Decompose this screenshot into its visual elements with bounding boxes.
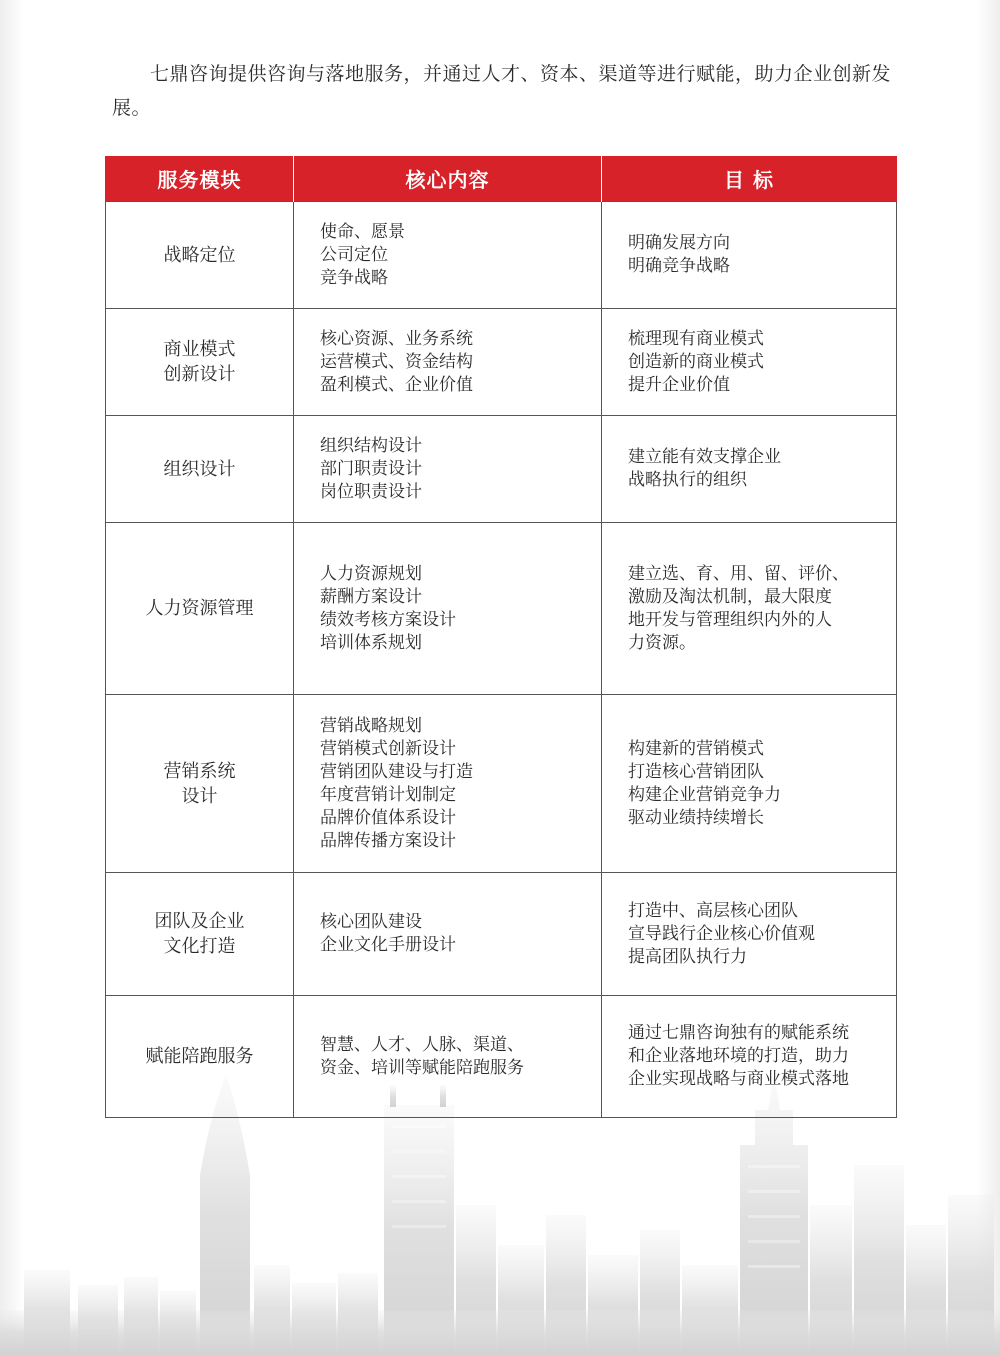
content-line: 营销模式创新设计 — [320, 738, 456, 759]
goal-line: 提升企业价值 — [628, 374, 730, 395]
module-line: 文化打造 — [163, 936, 236, 957]
module-cell — [106, 523, 294, 695]
module-cell — [106, 873, 294, 996]
goal-line: 驱动业绩持续增长 — [628, 807, 764, 828]
content-line: 使命、愿景 — [320, 221, 405, 242]
goal-cell — [602, 309, 897, 416]
goal-line: 企业实现战略与商业模式落地 — [628, 1069, 849, 1089]
table-row — [106, 523, 897, 695]
content-line: 竞争战略 — [320, 267, 388, 288]
goal-line: 宣导践行企业核心价值观 — [628, 923, 815, 944]
goal-line: 打造核心营销团队 — [628, 761, 764, 782]
table-row — [106, 416, 897, 523]
goal-line: 构建企业营销竞争力 — [628, 784, 781, 805]
goal-line: 提高团队执行力 — [628, 946, 747, 967]
module-cell — [106, 309, 294, 416]
content-line: 薪酬方案设计 — [320, 586, 422, 607]
content-line: 品牌传播方案设计 — [320, 830, 456, 851]
intro-paragraph: 七鼎咨询提供咨询与落地服务，并通过人才、资本、渠道等进行赋能，助力企业创新发展。 — [112, 63, 892, 119]
content-line: 组织结构设计 — [320, 435, 422, 456]
module-line: 营销系统 — [163, 760, 236, 782]
content-line: 核心资源、业务系统 — [320, 328, 473, 349]
module-cell — [106, 416, 294, 523]
goal-line: 地开发与管理组织内外的人 — [628, 609, 832, 630]
goal-line: 激励及淘汰机制，最大限度 — [628, 586, 832, 607]
content-cell — [294, 202, 602, 309]
content-line: 绩效考核方案设计 — [320, 609, 456, 630]
content-cell — [294, 873, 602, 996]
goal-line: 建立选、育、用、留、评价、 — [628, 563, 849, 584]
content-cell — [294, 416, 602, 523]
table-header-row — [106, 156, 897, 202]
content-line: 营销团队建设与打造 — [320, 761, 473, 782]
content-cell — [294, 309, 602, 416]
content-line: 岗位职责设计 — [320, 481, 422, 502]
module-line: 组织设计 — [163, 458, 236, 480]
services-table-container — [105, 156, 896, 1118]
module-cell — [106, 996, 294, 1118]
content-line: 智慧、人才、人脉、渠道、 — [320, 1034, 524, 1055]
goal-line: 创造新的商业模式 — [628, 351, 764, 372]
content-line: 品牌价值体系设计 — [320, 807, 456, 828]
table-row — [106, 873, 897, 996]
goal-cell — [602, 695, 897, 873]
header-service-module: 服务模块 — [106, 156, 294, 202]
module-line: 人力资源管理 — [145, 598, 254, 619]
module-line: 战略定位 — [163, 244, 236, 266]
module-cell — [106, 695, 294, 873]
module-line: 团队及企业 — [154, 911, 245, 932]
goal-line: 力资源。 — [628, 632, 696, 653]
goal-cell — [602, 202, 897, 309]
header-goal: 目 标 — [602, 156, 897, 202]
module-line: 商业模式 — [163, 339, 236, 360]
content-line: 资金、培训等赋能陪跑服务 — [320, 1057, 524, 1078]
content-line: 盈利模式、企业价值 — [320, 374, 473, 395]
content-line: 营销战略规划 — [320, 715, 422, 736]
content-cell — [294, 523, 602, 695]
content-line: 年度营销计划制定 — [320, 784, 456, 805]
table-row — [106, 309, 897, 416]
goal-cell — [602, 416, 897, 523]
module-line: 赋能陪跑服务 — [145, 1046, 254, 1067]
content-line: 人力资源规划 — [320, 563, 422, 584]
module-line: 设计 — [181, 785, 218, 807]
goal-line: 和企业落地环境的打造，助力 — [628, 1046, 849, 1066]
content-line: 培训体系规划 — [320, 632, 422, 653]
content-line: 运营模式、资金结构 — [320, 351, 473, 372]
header-core-content: 核心内容 — [294, 156, 602, 202]
goal-line: 打造中、高层核心团队 — [628, 900, 798, 921]
content-cell — [294, 695, 602, 873]
goal-line: 梳理现有商业模式 — [628, 328, 764, 349]
module-cell — [106, 202, 294, 309]
table-row — [106, 996, 897, 1118]
content-line: 部门职责设计 — [320, 458, 422, 479]
table-row — [106, 202, 897, 309]
goal-line: 通过七鼎咨询独有的赋能系统 — [628, 1023, 849, 1043]
goal-cell — [602, 523, 897, 695]
goal-line: 战略执行的组织 — [628, 470, 747, 490]
goal-line: 构建新的营销模式 — [628, 738, 764, 759]
services-table — [105, 156, 897, 1118]
module-line: 创新设计 — [163, 364, 236, 385]
content-line: 公司定位 — [320, 244, 388, 265]
goal-cell — [602, 996, 897, 1118]
goal-line: 明确竞争战略 — [628, 256, 730, 276]
content-cell — [294, 996, 602, 1118]
content-line: 企业文化手册设计 — [320, 935, 456, 955]
content-line: 核心团队建设 — [320, 912, 422, 932]
goal-line: 建立能有效支撑企业 — [628, 447, 781, 467]
table-row — [106, 695, 897, 873]
goal-line: 明确发展方向 — [628, 233, 730, 253]
goal-cell — [602, 873, 897, 996]
